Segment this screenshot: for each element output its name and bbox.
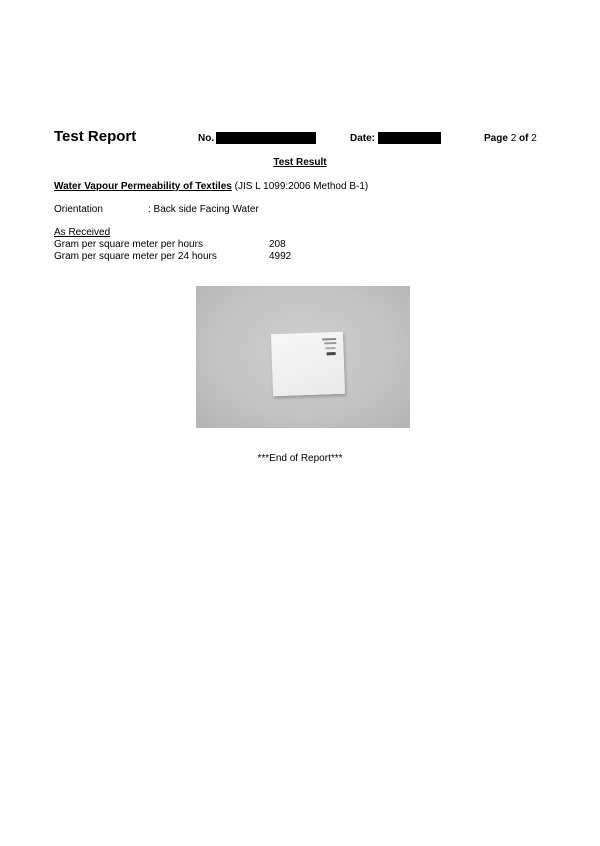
date-redaction [378, 132, 441, 144]
fabric-sample [271, 332, 345, 396]
sample-photo [196, 286, 410, 428]
page-current: 2 [510, 133, 517, 144]
report-number-redaction [216, 132, 316, 144]
test-standard: (JIS L 1099:2006 Method B-1) [231, 181, 369, 192]
result-row-label: Gram per square meter per 24 hours [54, 251, 217, 262]
result-row-value: 4992 [269, 251, 292, 262]
page-indicator [484, 133, 537, 144]
sample-marking [327, 352, 336, 355]
result-row-value: 208 [269, 239, 286, 250]
section-title: Test Result [273, 157, 327, 168]
end-of-report: ***End of Report*** [257, 453, 343, 464]
orientation-value: : Back side Facing Water [148, 204, 259, 215]
page-total: 2 [531, 133, 537, 144]
report-title: Test Report [54, 128, 137, 145]
test-method-line [54, 181, 368, 192]
report-number-label: No. [198, 133, 215, 144]
sample-marking [322, 338, 336, 340]
sample-marking [324, 342, 336, 344]
page-word: Page [484, 133, 508, 144]
test-name: Water Vapour Permeability of Textiles [54, 181, 232, 192]
page-of: of [519, 133, 529, 144]
result-row-label: Gram per square meter per hours [54, 239, 203, 250]
date-label: Date: [350, 133, 376, 144]
as-received-heading: As Received [54, 227, 111, 238]
sample-marking [325, 347, 335, 349]
orientation-label: Orientation [54, 204, 103, 215]
